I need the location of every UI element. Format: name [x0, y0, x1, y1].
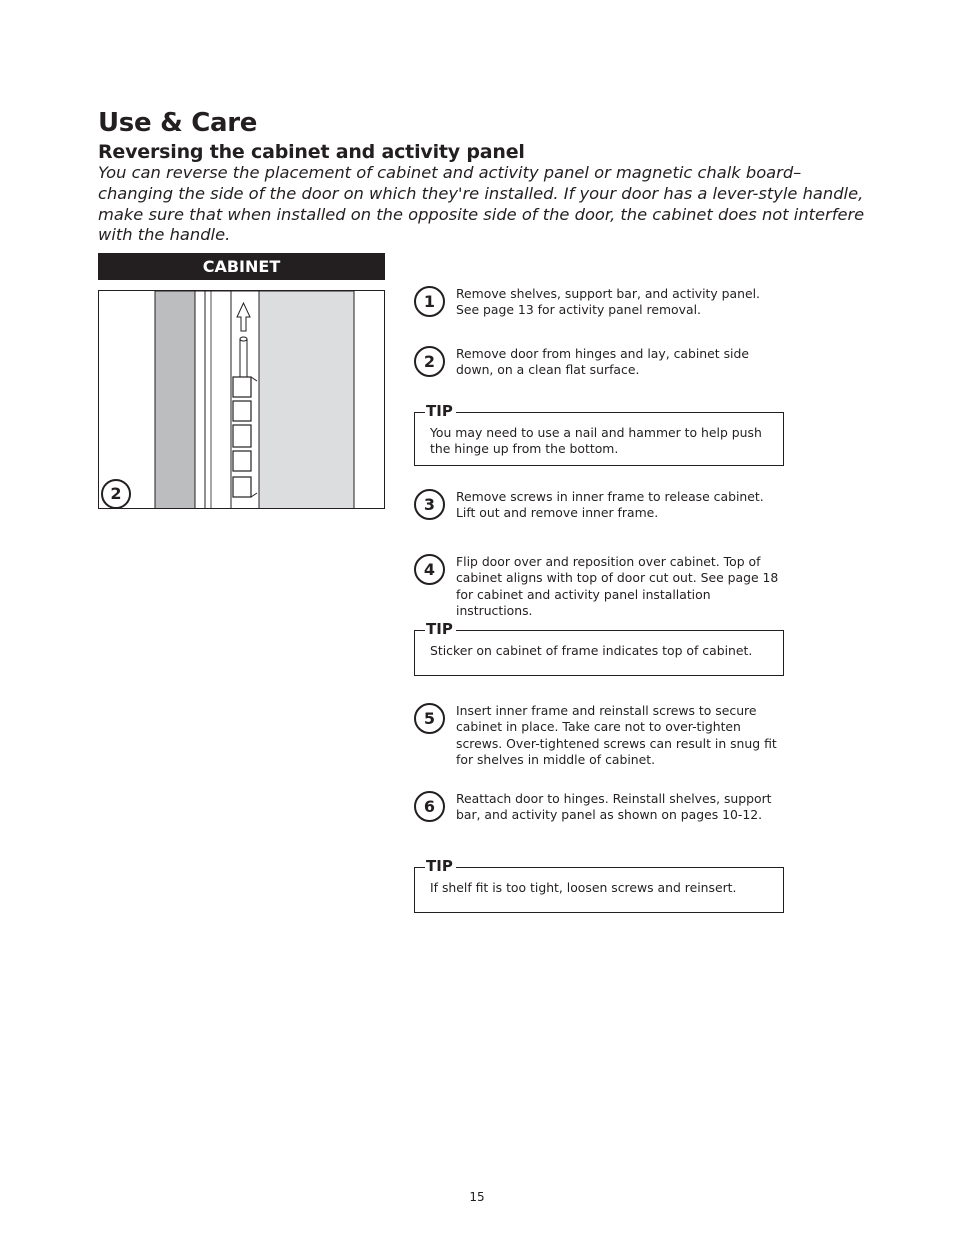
step-text: Remove shelves, support bar, and activity panel. See page 13 for activity panel removal.	[456, 286, 760, 318]
step-number-badge: 2	[414, 346, 445, 377]
tip-box-3	[414, 857, 784, 913]
step-text: Reattach door to hinges. Reinstall shelves, support bar, and activity panel as shown on pages 10-12.	[456, 791, 772, 823]
step-text: Remove screws in inner frame to release cabinet. Lift out and remove inner frame.	[456, 489, 764, 521]
tip-text: You may need to use a nail and hammer to help push the hinge up from the bottom.	[430, 425, 762, 457]
step-text: Remove door from hinges and lay, cabinet side down, on a clean flat surface.	[456, 346, 749, 378]
cabinet-section-label: CABINET	[98, 253, 385, 280]
door-hinge-drawing	[99, 291, 385, 509]
step-number-badge: 1	[414, 286, 445, 317]
step-number-badge: 6	[414, 791, 445, 822]
tip-label: TIP	[425, 402, 456, 420]
tip-label: TIP	[425, 620, 456, 638]
step-number-badge: 5	[414, 703, 445, 734]
hinge-illustration	[98, 290, 385, 509]
step-text: Flip door over and reposition over cabinet. Top of cabinet aligns with top of door cut out. See page 18 for cabinet and activity panel installation instructions.	[456, 554, 779, 619]
tip-text: If shelf fit is too tight, loosen screws and reinsert.	[430, 880, 737, 895]
intro-paragraph: You can reverse the placement of cabinet and activity panel or magnetic chalk board– changing the side of the door on which they're installed. If your door has a lever-style handle, make sure that when installed on the opposite side of the door, the cabinet does not interfere with the handle.	[98, 163, 865, 245]
page-number: 15	[469, 1190, 485, 1204]
step-text: Insert inner frame and reinstall screws to secure cabinet in place. Take care not to over-tighten screws. Over-tightened screws can result in snug fit for shelves in middle of cabinet.	[456, 703, 777, 768]
page-title: Use & Care	[98, 108, 258, 138]
tip-text: Sticker on cabinet of frame indicates top of cabinet.	[430, 643, 753, 658]
tip-label: TIP	[425, 857, 456, 875]
tip-box-2	[414, 620, 784, 676]
step-number-badge: 4	[414, 554, 445, 585]
section-subtitle: Reversing the cabinet and activity panel	[98, 141, 525, 163]
figure-number-badge: 2	[101, 479, 131, 509]
tip-box-1	[414, 402, 784, 466]
step-number-badge: 3	[414, 489, 445, 520]
